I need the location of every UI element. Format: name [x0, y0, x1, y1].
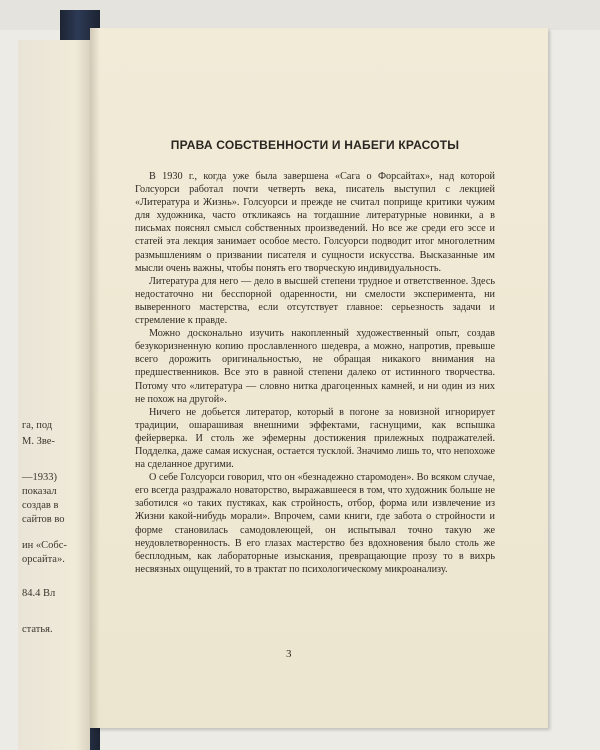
article-title: ПРАВА СОБСТВЕННОСТИ И НАБЕГИ КРАСОТЫ: [170, 138, 460, 152]
left-line: М. Зве-: [22, 436, 55, 447]
left-line: га, под: [22, 420, 53, 431]
left-page: [18, 40, 90, 750]
left-line: 84.4 Вл: [22, 588, 56, 599]
page-gutter-shadow: [90, 28, 100, 728]
left-line: статья.: [22, 624, 53, 635]
left-line: —1933): [22, 472, 57, 483]
left-line: орсайта».: [22, 554, 65, 565]
article-body: [135, 138, 495, 576]
page-number: 3: [286, 648, 292, 660]
paragraph: О себе Голсуорси говорил, что он «безнадежно старомоден». Во всяком случае, его всегда раздражало новаторство, выражавшееся в том, что художник больше не заботился «о таких пустяках, как стройность, отбор, форма или извлечение из Жизни какой-нибудь морали». Впрочем, сами книги, где забота о стройности и форме становилась самодовлеющей, он испытывал точно такую же неудовлетворенность. В его глазах мастерство без вдохновения было столь же бесплодным, как лабораторные изыскания, превращающие прозу то в вихрь несвязных ощущений, то в трактат по психологическому микроанализу.: [135, 472, 495, 575]
paragraph: Ничего не добьется литератор, который в погоне за новизной игнорирует традиции, ошарашивая внешними эффектами, гаснущими, как вспышка фейерверка. И столь же эфемерны достижения прилежных подражателей. Подделка, даже самая искусная, остается тусклой. Значимо лишь то, что непохоже на сделанное другими.: [135, 406, 495, 471]
left-line: показал: [22, 486, 57, 497]
paragraph: В 1930 г., когда уже была завершена «Сага о Форсайтах», над которой Голсуорси работал почти четверть века, писатель выступил с лекцией «Литература и Жизнь». Голсуорси и прежде не считал поприще критики чужим для художника, часто откликаясь на тогдашние литературные новинки, а в письмах пояснял смысл собственных произведений. Но все же среди его эссе и статей эта лекция занимает особое место. Голсуорси подводит итог многолетним размышлениям о призвании писателя и сущности искусства. Высказанные им мысли очень важны, чтобы понять его творческую индивидуальность.: [135, 171, 495, 274]
left-line: ин «Собс-: [22, 540, 67, 551]
left-line: сайтов во: [22, 514, 65, 525]
left-line: создав в: [22, 500, 59, 511]
paragraph: Литература для него — дело в высшей степени трудное и ответственное. Здесь недостаточно ни бесспорной одаренности, ни смелости эксперимента, ни выверенного мастерства, если отсутствует главное: серьезность задачи и стремление к правде.: [135, 275, 495, 327]
paragraph: Можно досконально изучить накопленный художественный опыт, создав безукоризненную копию прославленного шедевра, а можно, напротив, превыше всего дорожить оригинальностью, не обращая никакого внимания на предшественников. Все это в равной степени далеко от истинного творчества. Потому что «литература — словно нитка драгоценных камней, и ни один из них не похож на другой».: [135, 328, 495, 405]
